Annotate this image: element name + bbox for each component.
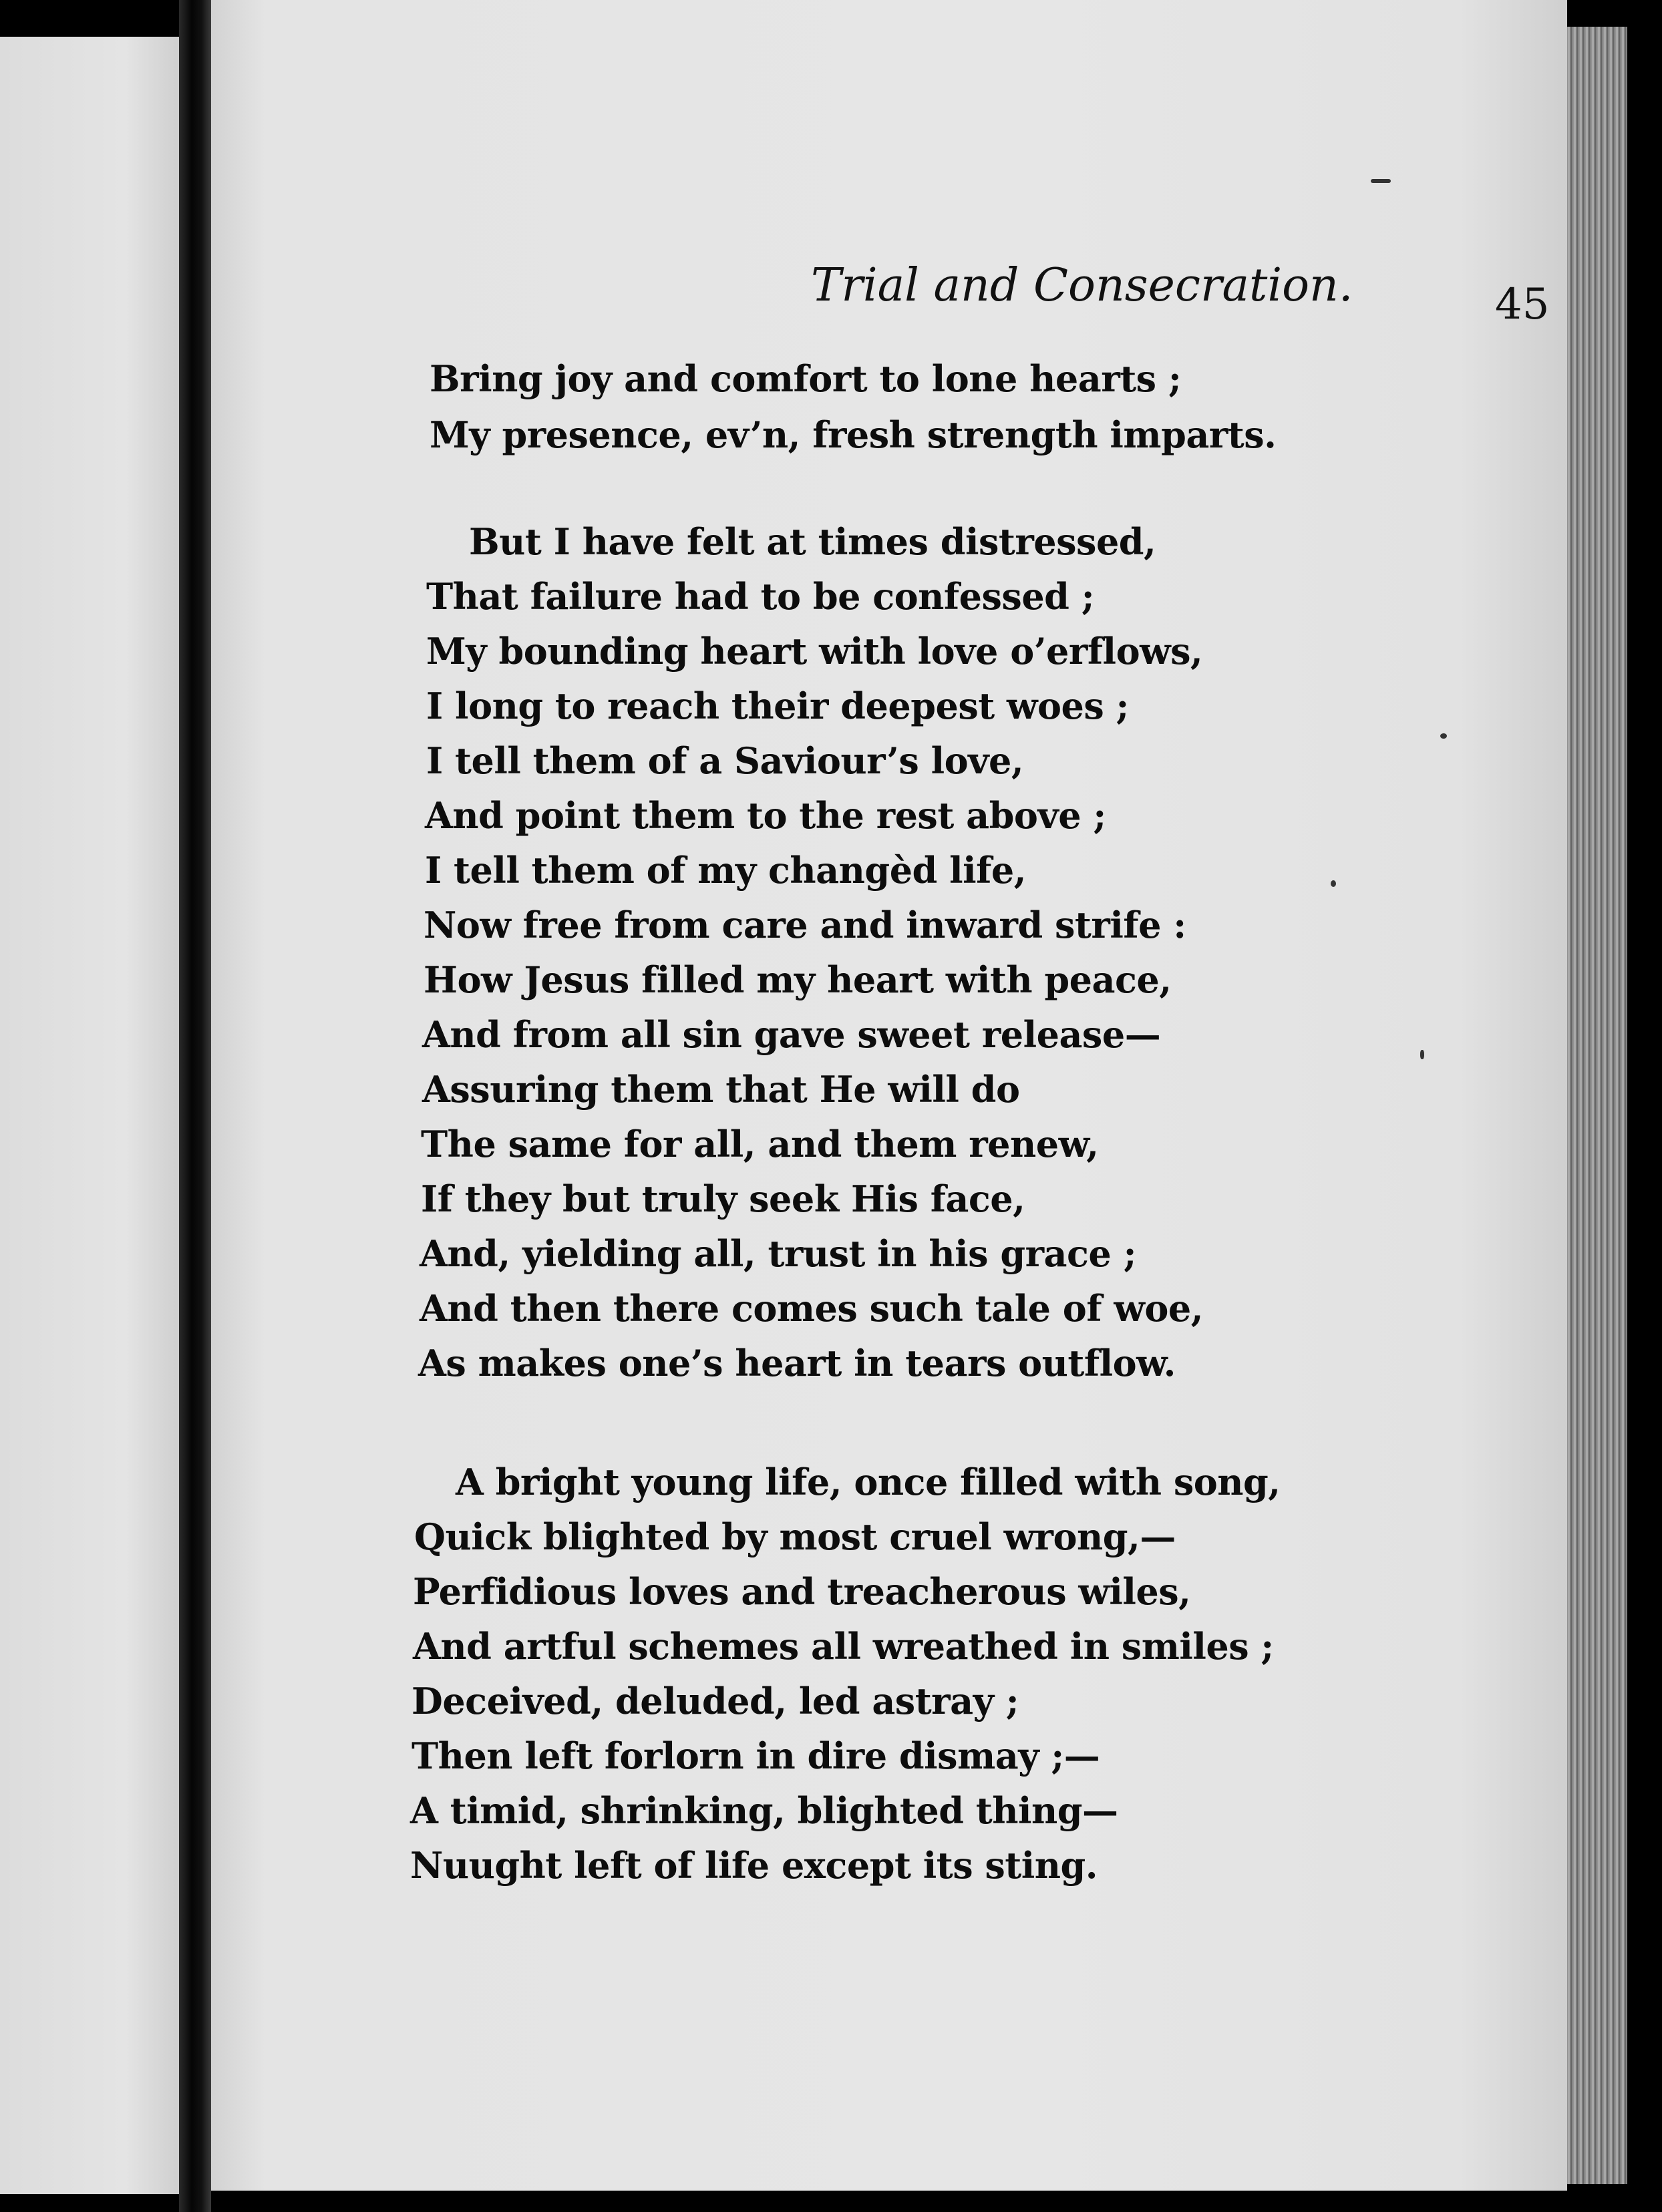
verse-line: And from all sin gave sweet release—	[422, 1013, 1161, 1056]
book-gutter	[179, 0, 211, 2212]
verse-line: Deceived, deluded, led astray ;	[411, 1680, 1019, 1722]
verse-line: Now free from care and inward strife :	[424, 904, 1186, 946]
verse-line: I tell them of my changèd life,	[425, 849, 1027, 892]
verse-line: Assuring them that He will do	[422, 1068, 1020, 1111]
verse-line: Quick blighted by most cruel wrong,—	[414, 1515, 1176, 1558]
verse-line: A bright young life, once filled with song,	[456, 1461, 1281, 1503]
page-edge-stack	[1567, 27, 1627, 2184]
verse-line: Nuught left of life except its sting.	[410, 1844, 1098, 1887]
verse-line: That failure had to be confessed ;	[426, 575, 1095, 618]
verse-line: And point them to the rest above ;	[425, 794, 1106, 837]
scan-border	[1627, 0, 1662, 2212]
verse-line: My bounding heart with love o’erflows,	[426, 630, 1203, 673]
verse-line: Then left forlorn in dire dismay ;—	[411, 1734, 1100, 1777]
verse-line: And artful schemes all wreathed in smiles ;	[413, 1625, 1274, 1668]
verse-line: A timid, shrinking, blighted thing—	[410, 1789, 1118, 1832]
running-title: Trial and Consecration.	[811, 259, 1353, 312]
verse-line: How Jesus filled my heart with peace,	[424, 958, 1172, 1001]
verse-line: I long to reach their deepest woes ;	[426, 685, 1129, 727]
book-page	[211, 0, 1567, 2191]
verse-line: My presence, ev’n, fresh strength imparts.	[430, 413, 1277, 456]
verse-line: The same for all, and them renew,	[421, 1123, 1099, 1165]
verse-line: And then there comes such tale of woe,	[420, 1287, 1204, 1330]
left-facing-page-edge	[0, 37, 179, 2194]
verse-line: I tell them of a Saviour’s love,	[426, 739, 1024, 782]
verse-line: If they but truly seek His face,	[421, 1177, 1025, 1220]
scan-speck	[1331, 880, 1336, 887]
verse-line: But I have felt at times distressed,	[469, 520, 1156, 563]
scan-speck	[1420, 1050, 1424, 1059]
verse-line: Perfidious loves and treacherous wiles,	[413, 1570, 1191, 1613]
page-number: 45	[1495, 280, 1550, 329]
verse-line: As makes one’s heart in tears outflow.	[418, 1342, 1176, 1385]
scan-speck	[1440, 733, 1447, 739]
scan-speck	[1371, 179, 1391, 183]
verse-line: And, yielding all, trust in his grace ;	[420, 1232, 1136, 1275]
verse-line: Bring joy and comfort to lone hearts ;	[430, 357, 1182, 400]
